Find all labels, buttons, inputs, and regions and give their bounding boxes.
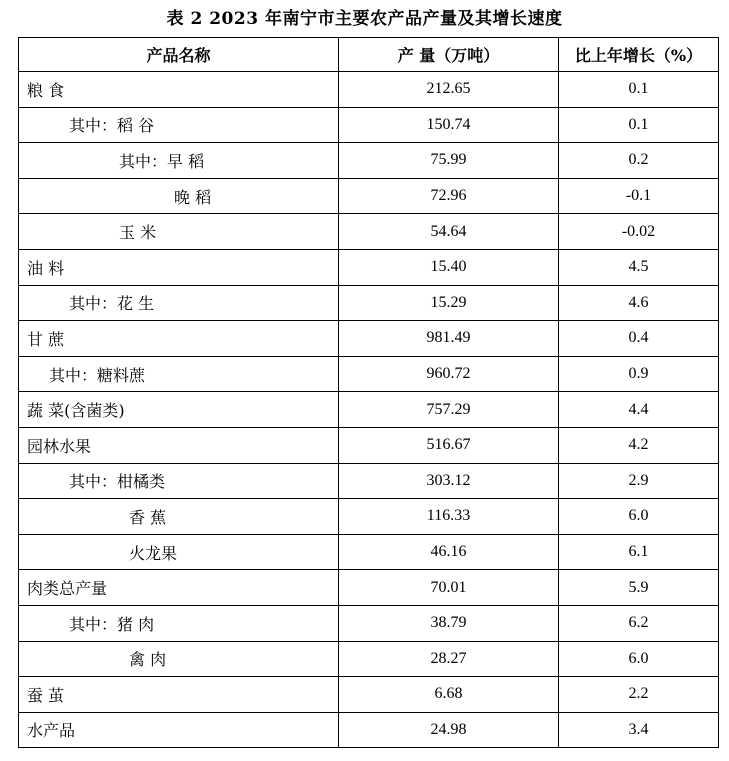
- product-name: 其中：柑橘类: [19, 463, 339, 499]
- table-row: [19, 712, 719, 748]
- product-output: 212.65: [339, 72, 559, 108]
- product-growth: 0.9: [559, 356, 719, 392]
- header-product-name: 产品名称: [19, 38, 339, 72]
- table-row: [19, 463, 719, 499]
- product-output: 960.72: [339, 356, 559, 392]
- product-output: 75.99: [339, 143, 559, 179]
- product-output: 516.67: [339, 427, 559, 463]
- product-output: 15.40: [339, 249, 559, 285]
- product-output: 757.29: [339, 392, 559, 428]
- product-name: 其中：猪 肉: [19, 605, 339, 641]
- product-growth: -0.1: [559, 178, 719, 214]
- product-name: 禽 肉: [19, 641, 339, 677]
- product-output: 54.64: [339, 214, 559, 250]
- product-name: 香 蕉: [19, 499, 339, 535]
- product-name: 其中：稻 谷: [19, 107, 339, 143]
- header-output: 产 量（万吨）: [339, 38, 559, 72]
- product-name: 其中：早 稻: [19, 143, 339, 179]
- product-name: 其中：花 生: [19, 285, 339, 321]
- table-row: [19, 677, 719, 713]
- product-output: 116.33: [339, 499, 559, 535]
- table-row: [19, 72, 719, 108]
- table-title: 表 2 2023 年南宁市主要农产品产量及其增长速度: [166, 9, 563, 29]
- product-growth: 4.4: [559, 392, 719, 428]
- table-row: [19, 570, 719, 606]
- product-output: 24.98: [339, 712, 559, 748]
- product-name: 蔬 菜(含菌类): [19, 392, 339, 428]
- header-growth: 比上年增长（%）: [559, 38, 719, 72]
- product-growth: 2.2: [559, 677, 719, 713]
- product-name: 其中：糖料蔗: [19, 356, 339, 392]
- product-output: 70.01: [339, 570, 559, 606]
- product-output: 28.27: [339, 641, 559, 677]
- product-growth: 0.2: [559, 143, 719, 179]
- table-row: [19, 356, 719, 392]
- product-output: 981.49: [339, 321, 559, 357]
- table-row: [19, 534, 719, 570]
- product-growth: 6.1: [559, 534, 719, 570]
- product-name: 水产品: [19, 712, 339, 748]
- product-growth: 6.2: [559, 605, 719, 641]
- product-growth: 3.4: [559, 712, 719, 748]
- product-output: 15.29: [339, 285, 559, 321]
- table-row: [19, 214, 719, 250]
- product-output: 46.16: [339, 534, 559, 570]
- product-name: 油 料: [19, 249, 339, 285]
- product-growth: 0.1: [559, 107, 719, 143]
- product-name: 晚 稻: [19, 178, 339, 214]
- production-table: [18, 37, 719, 748]
- table-header-row: [19, 38, 719, 72]
- product-growth: 0.1: [559, 72, 719, 108]
- product-growth: 6.0: [559, 641, 719, 677]
- table-row: [19, 321, 719, 357]
- product-output: 72.96: [339, 178, 559, 214]
- product-output: 6.68: [339, 677, 559, 713]
- table-row: [19, 107, 719, 143]
- table-row: [19, 143, 719, 179]
- product-output: 38.79: [339, 605, 559, 641]
- product-growth: 4.2: [559, 427, 719, 463]
- product-output: 150.74: [339, 107, 559, 143]
- table-row: [19, 285, 719, 321]
- table-row: [19, 427, 719, 463]
- table-row: [19, 249, 719, 285]
- product-growth: 0.4: [559, 321, 719, 357]
- product-name: 园林水果: [19, 427, 339, 463]
- table-row: [19, 605, 719, 641]
- product-name: 粮 食: [19, 72, 339, 108]
- product-growth: 4.6: [559, 285, 719, 321]
- product-name: 肉类总产量: [19, 570, 339, 606]
- table-row: [19, 392, 719, 428]
- product-name: 蚕 茧: [19, 677, 339, 713]
- product-growth: 2.9: [559, 463, 719, 499]
- table-row: [19, 499, 719, 535]
- table-row: [19, 178, 719, 214]
- product-growth: 5.9: [559, 570, 719, 606]
- product-growth: 4.5: [559, 249, 719, 285]
- product-output: 303.12: [339, 463, 559, 499]
- product-name: 玉 米: [19, 214, 339, 250]
- product-growth: 6.0: [559, 499, 719, 535]
- product-name: 火龙果: [19, 534, 339, 570]
- product-growth: -0.02: [559, 214, 719, 250]
- table-row: [19, 641, 719, 677]
- product-name: 甘 蔗: [19, 321, 339, 357]
